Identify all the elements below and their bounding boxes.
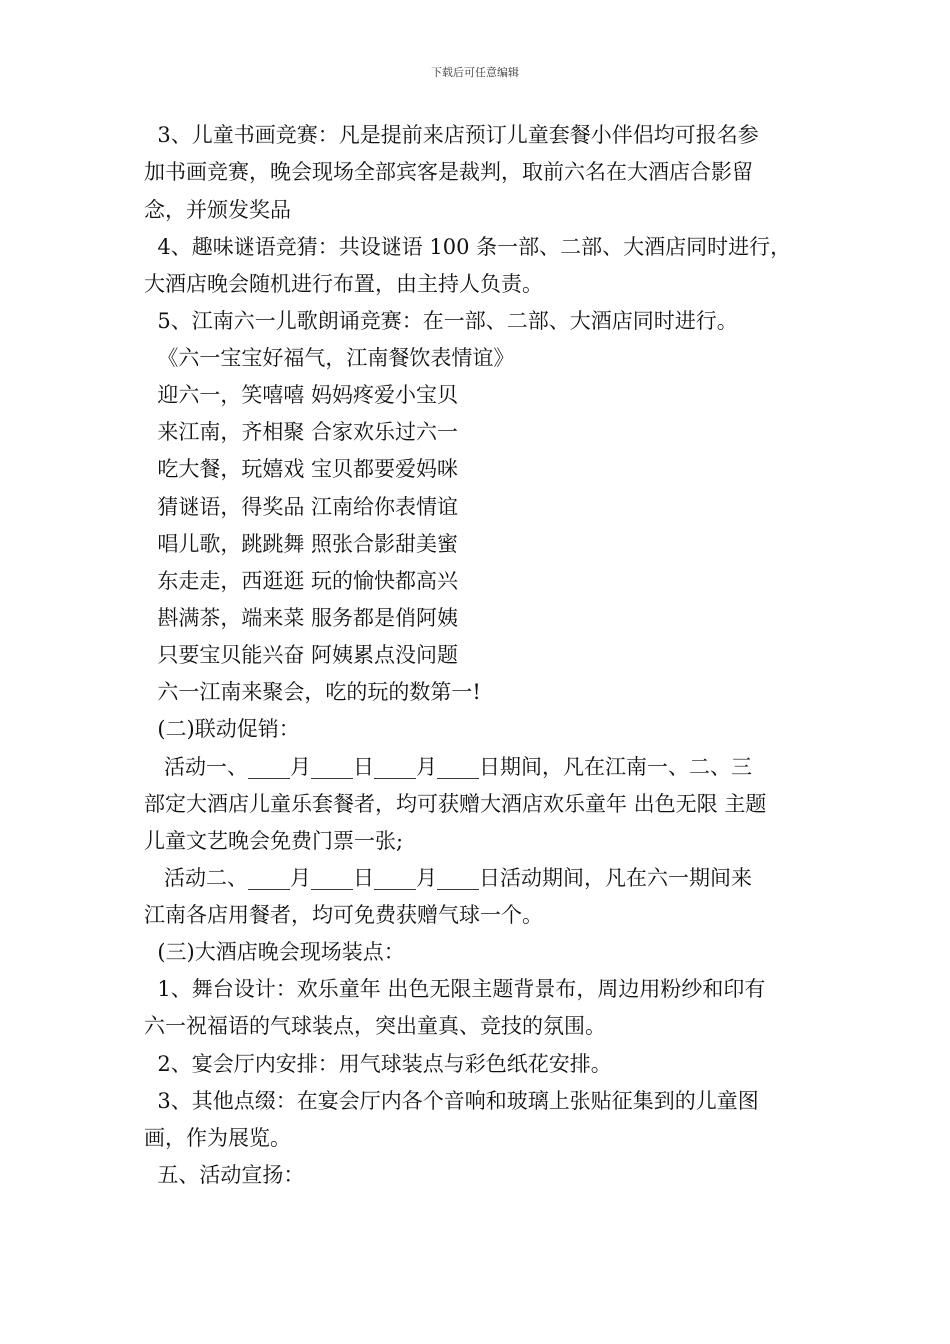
poem-line: 唱儿歌，跳跳舞 照张合影甜美蜜 bbox=[144, 532, 459, 556]
poem-line: 来江南，齐相聚 合家欢乐过六一 bbox=[144, 420, 459, 444]
text-line: 活动一、____月____日____月____日期间，凡在江南一、二、三 bbox=[144, 755, 753, 779]
text-line: 2、宴会厅内安排：用气球装点与彩色纸花安排。 bbox=[144, 1052, 612, 1076]
poem-title: 《六一宝宝好福气，江南餐饮表情谊》 bbox=[144, 346, 515, 370]
text-line: 5、江南六一儿歌朗诵竞赛：在一部、二部、大酒店同时进行。 bbox=[144, 309, 738, 333]
section-heading: 五、活动宣扬： bbox=[144, 1163, 305, 1187]
text-line: 画，作为展览。 bbox=[144, 1126, 291, 1150]
text-line: 部定大酒店儿童乐套餐者，均可获赠大酒店欢乐童年 出色无限 主题 bbox=[144, 792, 767, 816]
text-line: 大酒店晚会随机进行布置，由主持人负责。 bbox=[144, 272, 543, 296]
poem-line: 六一江南来聚会，吃的玩的数第一! bbox=[144, 680, 481, 704]
text-line: 儿童文艺晚会免费门票一张; bbox=[144, 829, 404, 853]
text-line: 3、其他点缀：在宴会厅内各个音响和玻璃上张贴征集到的儿童图 bbox=[144, 1089, 759, 1113]
poem-line: 东走走，西逛逛 玩的愉快都高兴 bbox=[144, 569, 459, 593]
page-header-note: 下载后可任意编辑 bbox=[431, 66, 519, 79]
poem-line: 吃大餐，玩嬉戏 宝贝都要爱妈咪 bbox=[144, 457, 459, 481]
poem-line: 猜谜语，得奖品 江南给你表情谊 bbox=[144, 495, 459, 519]
poem-line: 只要宝贝能兴奋 阿姨累点没问题 bbox=[144, 643, 459, 667]
text-line: 加书画竞赛，晚会现场全部宾客是裁判，取前六名在大酒店合影留 bbox=[144, 160, 753, 184]
text-line: 念，并颁发奖品 bbox=[144, 198, 291, 222]
text-line: 江南各店用餐者，均可免费获赠气球一个。 bbox=[144, 903, 543, 927]
text-line: 六一祝福语的气球装点，突出童真、竞技的氛围。 bbox=[144, 1014, 606, 1038]
text-line: 3、儿童书画竞赛：凡是提前来店预订儿童套餐小伴侣均可报名参 bbox=[144, 123, 759, 147]
text-line: 4、趣味谜语竞猜：共设谜语 100 条一部、二部、大酒店同时进行， bbox=[144, 235, 792, 259]
section-heading: (二)联动促销： bbox=[144, 717, 300, 741]
poem-line: 斟满茶，端来菜 服务都是俏阿姨 bbox=[144, 606, 459, 630]
section-heading: (三)大酒店晚会现场装点： bbox=[144, 940, 405, 964]
poem-line: 迎六一，笑嘻嘻 妈妈疼爱小宝贝 bbox=[144, 383, 459, 407]
text-line: 1、舞台设计：欢乐童年 出色无限主题背景布，周边用粉纱和印有 bbox=[144, 977, 766, 1001]
text-line: 活动二、____月____日____月____日活动期间，凡在六一期间来 bbox=[144, 866, 753, 890]
